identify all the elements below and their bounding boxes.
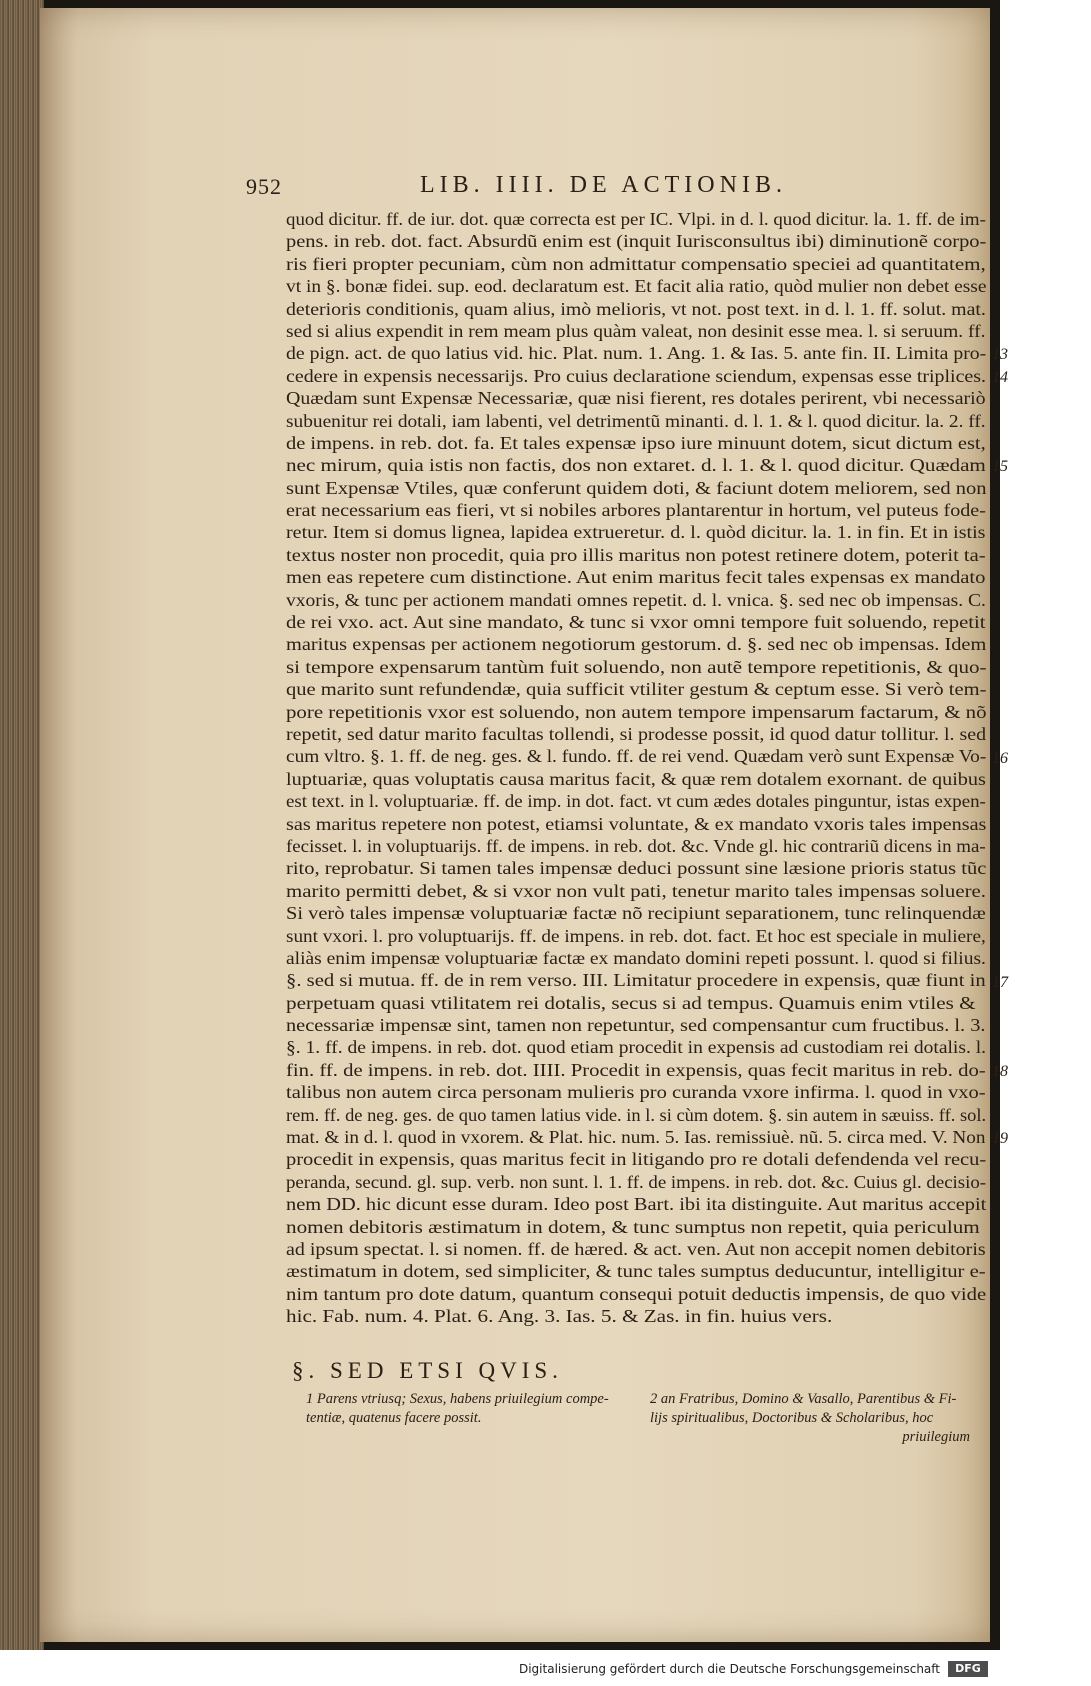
text-line: men eas repetere cum distinctione. Aut enim maritus fecit tales expensas ex mandato: [286, 567, 986, 588]
text-line: fecisset. l. in voluptuarijs. ff. de impens. in reb. dot. &c. Vnde gl. hic contrariũ dicens in ma-: [286, 835, 986, 856]
text-line: §. 1. ff. de impens. in reb. dot. quod etiam procedit in expensis ad custodiam rei dotalis. l.: [286, 1037, 987, 1058]
text-line: ris fieri propter pecuniam, cùm non admittatur compensatio speciei ad quantitatem,: [286, 253, 986, 274]
text-line: que marito sunt refundendæ, quia sufficit vtiliter gestum & ceptum esse. Si verò tem-: [286, 679, 987, 700]
text-line: nem DD. hic dicunt esse duram. Ideo post Bart. ibi ita distinguite. Aut maritus accepit: [286, 1194, 987, 1215]
margin-number: 17: [992, 973, 1008, 991]
summary-right-column: [650, 1390, 970, 1447]
text-line: nec mirum, quia istis non factis, dos non extaret. d. l. 1. & l. quod dicitur. Quædam: [286, 455, 986, 476]
margin-number: 16: [992, 749, 1008, 767]
text-line: mat. & in d. l. quod in vxorem. & Plat. hic. num. 5. Ias. remissiuè. nũ. 5. circa med. V. Non: [286, 1127, 986, 1148]
text-line: necessariæ impensæ sint, tamen non repetuntur, sed compensantur cum fructibus. l. 3.: [286, 1015, 986, 1036]
text-line: cedere in expensis necessarijs. Pro cuius declaratione sciendum, expensas esse triplices.: [286, 365, 987, 386]
margin-number: 13: [992, 346, 1008, 364]
text-line: de rei vxo. act. Aut sine mandato, & tunc si vxor omni tempore fuit soluendo, repetit: [286, 612, 986, 633]
text-line: aliàs enim impensæ voluptuariæ factæ ex mandato domini repeti possunt. l. quod si filius.: [286, 947, 986, 968]
text-line: peranda, secund. gl. sup. verb. non sunt. l. 1. ff. de impens. in reb. dot. &c. Cuius gl. decisio-: [286, 1171, 987, 1192]
text-line: fin. ff. de impens. in reb. dot. IIII. Procedit in expensis, quas fecit maritus in reb. do-: [286, 1059, 986, 1080]
text-line: si tempore expensarum tantùm fuit soluendo, non autẽ tempore repetitionis, & quo-: [286, 656, 987, 677]
text-line: rito, reprobatur. Si tamen tales impensæ deduci possunt sine læsione prioris status tũc: [286, 858, 987, 879]
text-line: perpetuam quasi vtilitatem rei dotalis, secus si ad tempus. Quamuis enim vtiles &: [286, 992, 976, 1013]
text-line: textus noster non procedit, quia pro illis maritus non potest retinere dotem, poterit ta-: [286, 544, 986, 565]
text-line: æstimatum in dotem, sed simpliciter, & tunc tales sumptus deducuntur, intelligitur e-: [286, 1261, 986, 1282]
section-heading: §. SED ETSI QVIS.: [292, 1358, 563, 1383]
book-page-edges: [0, 0, 44, 1650]
body-text: [286, 208, 986, 1328]
dfg-logo-icon: DFG: [948, 1661, 988, 1677]
text-line: sunt Expensæ Vtiles, quæ conferunt quidem doti, & faciunt dotem meliorem, sed non: [286, 477, 987, 498]
margin-number: 15: [992, 458, 1008, 476]
text-line: nim tantum pro dote datum, quantum consequi potuit deductis impensis, de quo vide: [286, 1283, 987, 1304]
text-line: §. sed si mutua. ff. de in rem verso. III. Limitatur procedere in expensis, quæ fiunt in: [286, 970, 986, 991]
page-number: 952: [246, 174, 282, 199]
summary-line: lijs spiritualibus, Doctoribus & Scholaribus, hoc: [650, 1410, 934, 1426]
text-line: sunt vxori. l. pro voluptuarijs. ff. de impens. in reb. dot. fact. Et hoc est speciale in muliere,: [286, 925, 986, 946]
margin-number: 14: [992, 368, 1008, 386]
funding-credit: Digitalisierung gefördert durch die Deutsche Forschungsgemeinschaft: [518, 1662, 940, 1676]
catchword: priuilegium: [902, 1429, 970, 1445]
text-line: de pign. act. de quo latius vid. hic. Plat. num. 1. Ang. 1. & Ias. 5. ante fin. II. Limita pro-: [286, 343, 987, 364]
summary-line: 2 an Fratribus, Domino & Vasallo, Parentibus & Fi-: [650, 1391, 957, 1407]
text-line: quod dicitur. ff. de iur. dot. quæ correcta est per IC. Vlpi. in d. l. quod dicitur. la. 1. ff. de im-: [286, 209, 986, 229]
text-line: deterioris conditionis, quam alius, imò melioris, vt not. post text. in d. l. 1. ff. solut. mat.: [286, 298, 986, 319]
text-line: de impens. in reb. dot. fa. Et tales expensæ ipso iure minuunt dotem, sicut dictum est,: [286, 432, 986, 453]
text-line: pens. in reb. dot. fact. Absurdũ enim est (inquit Iurisconsultus ibi) diminutionẽ corpo-: [286, 231, 987, 252]
text-line: marito permitti debet, & si vxor non vult pati, tenetur marito tales impensas soluere.: [286, 880, 987, 901]
margin-number: 19: [992, 1130, 1008, 1148]
text-line: rem. ff. de neg. ges. de quo tamen latius vide. in l. si cùm dotem. §. sin autem in sæuiss. ff. sol.: [286, 1104, 987, 1125]
text-line: subuenitur rei dotali, iam labenti, vel detrimentũ minanti. d. l. 1. & l. quod dicitur. la. 2. ff.: [286, 410, 986, 431]
summary-line: tentiæ, quatenus facere possit.: [306, 1410, 482, 1426]
summary-line: 1 Parens vtriusq; Sexus, habens priuilegium compe-: [306, 1391, 609, 1407]
page-header: [40, 168, 990, 208]
text-line: Si verò tales impensæ voluptuariæ factæ nõ recipiunt separationem, tunc relinquendæ: [286, 903, 986, 924]
text-line: maritus expensas per actionem negotiorum gestorum. d. §. sed nec ob impensas. Idem: [286, 634, 987, 655]
margin-number: 18: [992, 1063, 1008, 1081]
digitization-footer: [0, 1650, 1000, 1686]
text-line: est text. in l. voluptuariæ. ff. de imp. in dot. fact. vt cum ædes dotales pinguntur, istas expen-: [286, 791, 986, 812]
text-line: retur. Item si domus lignea, lapidea extrueretur. d. l. quòd dicitur. la. 1. in fin. Et in istis: [286, 522, 986, 543]
running-head: LIB. IIII. DE ACTIONIB.: [420, 172, 787, 198]
text-line: Quædam sunt Expensæ Necessariæ, quæ nisi fierent, res dotales perirent, vbi necessariò: [286, 388, 986, 409]
text-line: ad ipsum spectat. l. si nomen. ff. de hæred. & act. ven. Aut non accepit nomen debitoris: [286, 1238, 986, 1259]
text-line: vxoris, & tunc per actionem mandati omnes repetit. d. l. vnica. §. sed nec ob impensas. C.: [286, 589, 986, 610]
text-line: pore repetitionis vxor est soluendo, non autem tempore impensarum factarum, & nõ: [286, 701, 987, 722]
text-line: procedit in expensis, quas maritus fecit in litigando pro re dotali defendenda vel recu-: [286, 1149, 987, 1170]
summary-left-column: [306, 1390, 626, 1428]
text-line: cum vltro. §. 1. ff. de neg. ges. & l. fundo. ff. de rei vend. Quædam verò sunt Expensæ Vo-: [286, 746, 987, 767]
text-line: repetit, sed datur marito facultas tollendi, si prodesse possit, id quod datur tollitur. l. sed: [286, 723, 987, 744]
text-line: luptuariæ, quas voluptatis causa maritus facit, & quæ rem dotalem exornant. de quibus: [286, 768, 986, 789]
text-line: hic. Fab. num. 4. Plat. 6. Ang. 3. Ias. 5. & Zas. in fin. huius vers.: [286, 1306, 833, 1327]
text-line: erat necessarium eas fieri, vt si nobiles arbores plantarentur in hortum, vel puteus fode-: [286, 500, 986, 521]
text-line: vt in §. bonæ fidei. sup. eod. declaratum est. Et facit alia ratio, quòd mulier non debet esse: [286, 276, 987, 297]
book-page: [40, 8, 1008, 1642]
text-line: nomen debitoris æstimatum in dotem, & tunc sumptus non repetit, quia periculum: [286, 1216, 980, 1237]
text-line: sed si alius expendit in rem meam plus quàm valeat, non desinit esse mea. l. si seruum. ff.: [286, 320, 986, 341]
text-line: sas maritus repetere non potest, etiamsi voluntate, & ex mandato vxoris tales impensas: [286, 813, 987, 834]
text-line: talibus non autem circa personam mulieris pro curanda vxore infirma. l. quod in vxo-: [286, 1082, 986, 1103]
